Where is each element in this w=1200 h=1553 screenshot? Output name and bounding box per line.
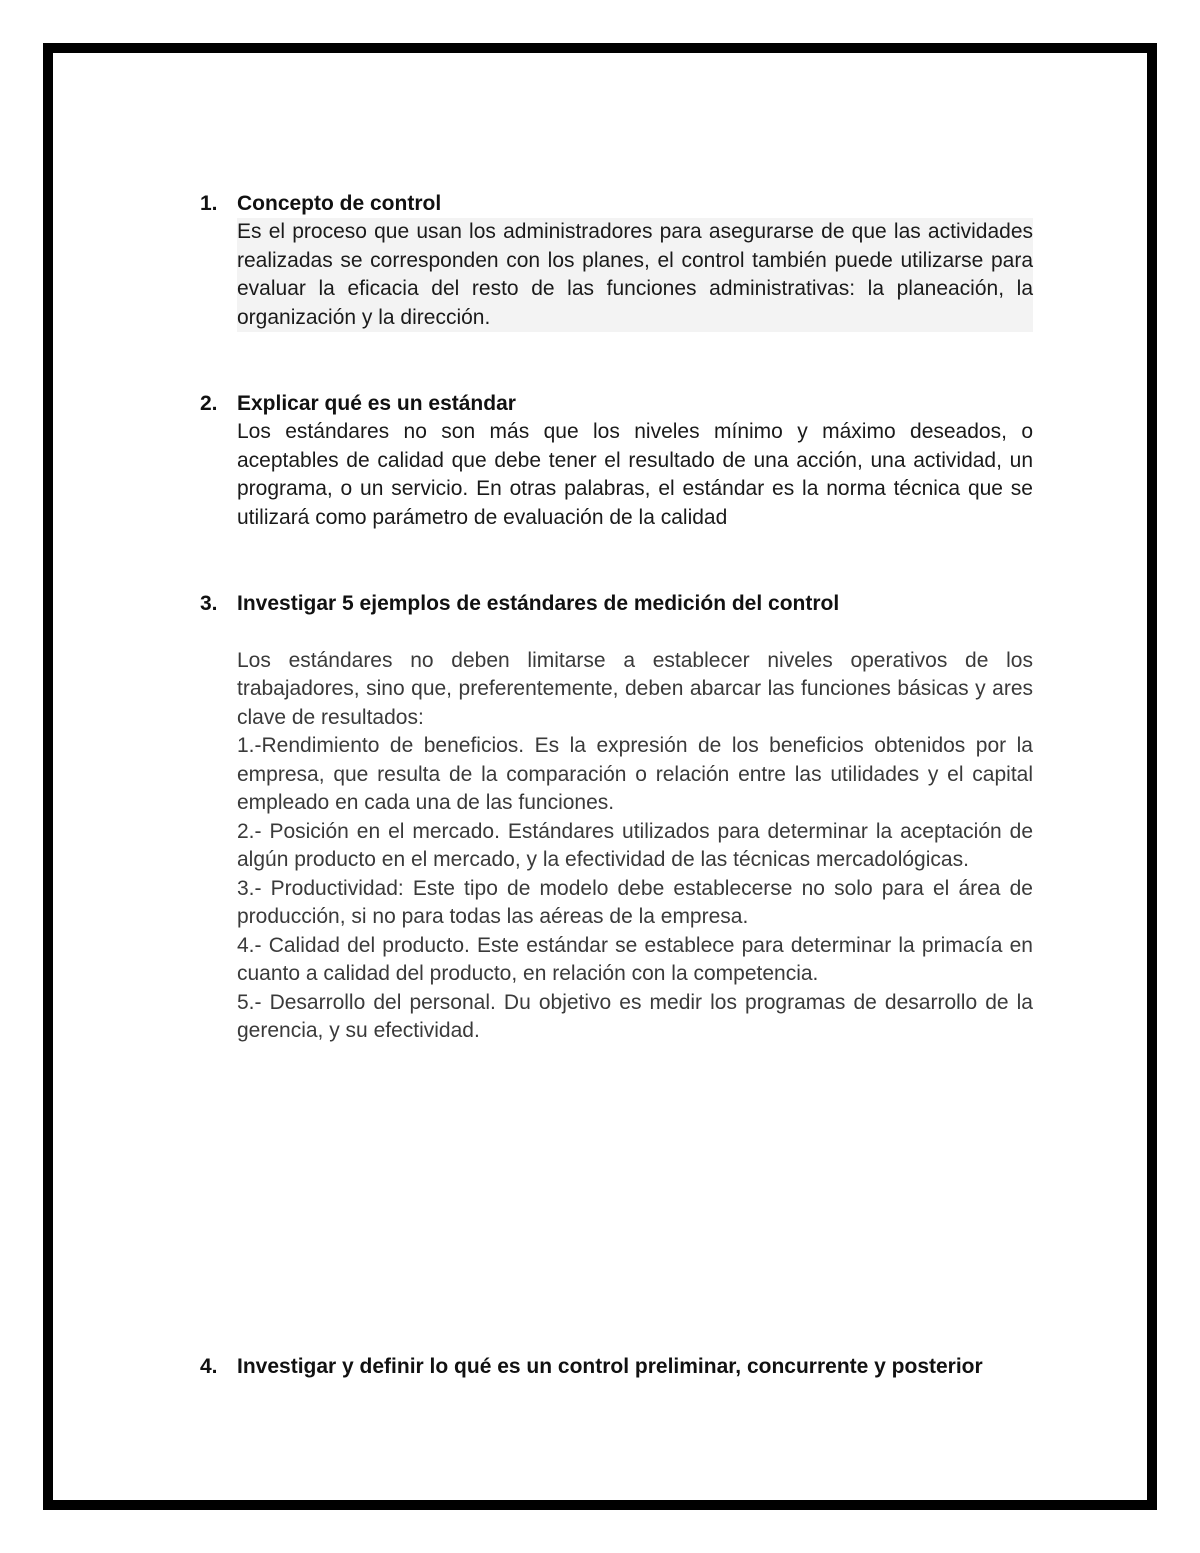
section-concepto-de-control	[200, 189, 1033, 332]
section-title: Investigar y definir lo qué es un control preliminar, concurrente y posterior	[237, 1355, 983, 1378]
section-number: 2.	[200, 392, 218, 415]
blank-line	[200, 618, 1033, 647]
section-heading	[200, 1352, 1033, 1381]
section-estandar	[200, 389, 1033, 532]
section-ejemplos-estandares	[200, 589, 1033, 1046]
paragraph-item-2: 2.- Posición en el mercado. Estándares utilizados para determinar la aceptación de algún producto en el mercado, y la efectividad de las técnicas mercadológicas.	[237, 819, 1033, 871]
paragraph-item-4: 4.- Calidad del producto. Este estándar se establece para determinar la primacía en cuanto a calidad del producto, en relación con la competencia.	[237, 933, 1033, 985]
paragraph: Los estándares no son más que los niveles mínimo y máximo deseados, o aceptables de calidad que debe tener el resultado de una acción, una actividad, un programa, o un servicio. En otras palabras, el estándar es la norma técnica que se utilizará como parámetro de evaluación de la calidad	[237, 420, 1033, 529]
paragraph-item-5: 5.- Desarrollo del personal. Du objetivo es medir los programas de desarrollo de la gerencia, y su efectividad.	[237, 990, 1033, 1042]
section-title: Explicar qué es un estándar	[237, 392, 516, 415]
section-number: 3.	[200, 592, 218, 615]
section-heading	[200, 589, 1033, 618]
paragraph-item-1: 1.-Rendimiento de beneficios. Es la expresión de los beneficios obtenidos por la empresa, que resulta de la comparación o relación entre las utilidades y el capital empleado en cada una de las funciones.	[237, 734, 1033, 814]
section-heading	[200, 389, 1033, 418]
section-heading	[200, 189, 1033, 218]
section-title: Concepto de control	[237, 192, 442, 215]
section-number: 1.	[200, 192, 218, 215]
paragraph-intro: Los estándares no deben limitarse a establecer niveles operativos de los trabajadores, sino que, preferentemente, deben abarcar las funciones básicas y ares clave de resultados:	[237, 648, 1033, 729]
section-tipos-de-control	[200, 1352, 1033, 1381]
paragraph-item-3: 3.- Productividad: Este tipo de modelo debe establecerse no solo para el área de producción, si no para todas las aéreas de la empresa.	[237, 876, 1033, 928]
section-body	[237, 218, 1033, 332]
section-title: Investigar 5 ejemplos de estándares de medición del control	[237, 592, 840, 615]
section-number: 4.	[200, 1355, 218, 1378]
section-body	[237, 418, 1033, 532]
section-body	[237, 647, 1033, 1046]
paragraph: Es el proceso que usan los administradores para asegurarse de que las actividades realizadas se corresponden con los planes, el control también puede utilizarse para evaluar la eficacia del resto de las funciones administrativas: la planeación, la organización y la dirección.	[237, 220, 1033, 329]
